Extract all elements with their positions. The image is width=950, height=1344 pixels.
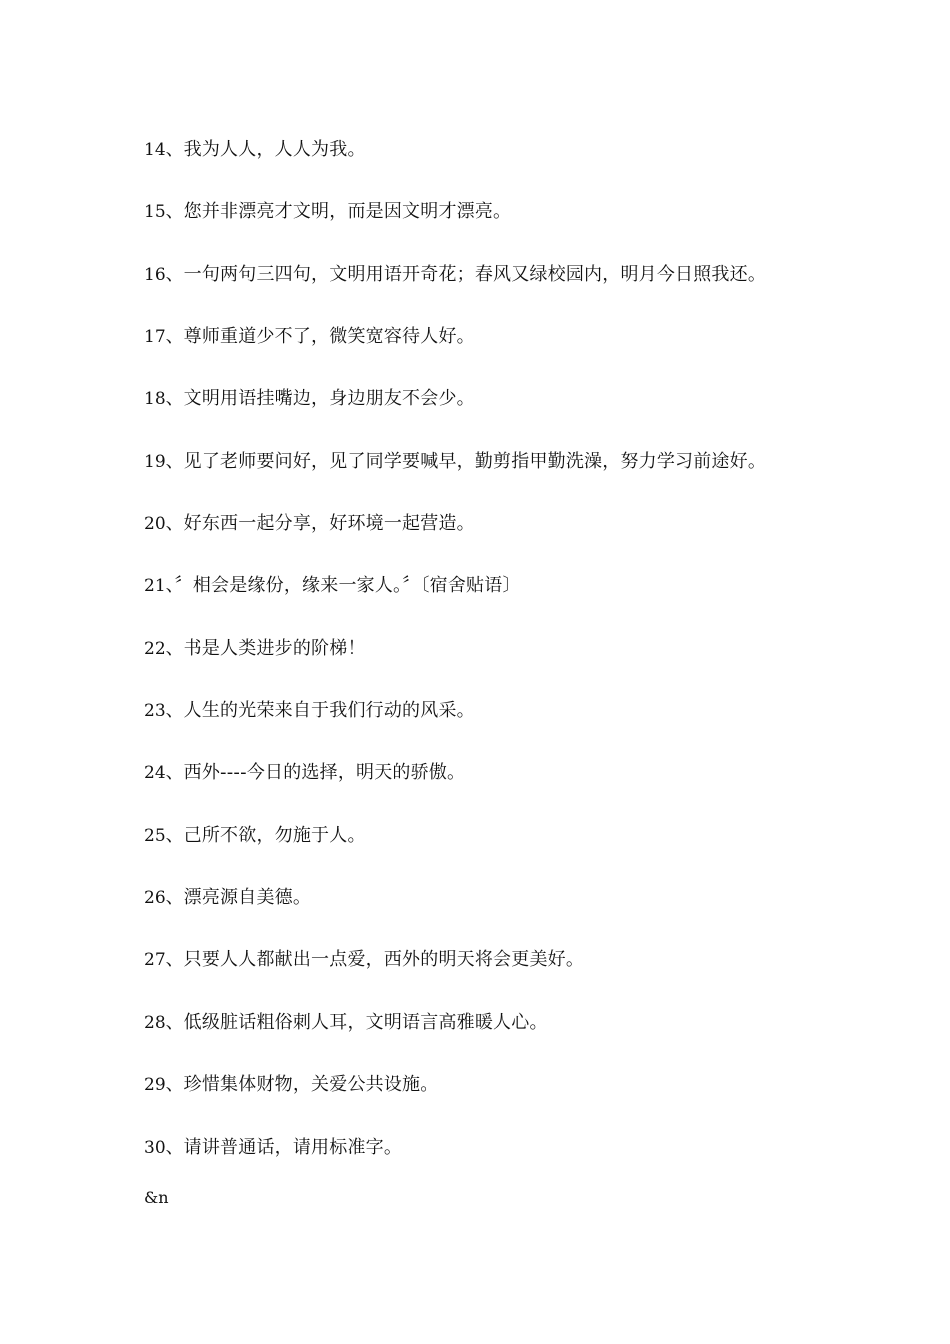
trailing-text: &n [144, 1188, 169, 1207]
item-number: 27 [144, 950, 166, 970]
item-number: 25 [144, 826, 166, 846]
item-separator: 、 [165, 201, 184, 222]
list-item [144, 759, 465, 787]
list-item [144, 635, 366, 663]
list-item [144, 822, 366, 850]
list-item [144, 323, 475, 351]
item-text: 漂亮源自美德。 [183, 887, 312, 908]
item-separator: 、 [165, 513, 184, 534]
list-item [144, 385, 475, 413]
list-item [144, 946, 584, 974]
item-text: 请讲普通话，请用标准字。 [183, 1137, 403, 1158]
item-number: 20 [144, 514, 166, 534]
list-item [144, 1071, 438, 1099]
item-number: 18 [144, 389, 166, 409]
item-text: 书是人类进步的阶梯！ [183, 638, 366, 659]
list-item [144, 884, 311, 912]
item-number: 29 [144, 1075, 166, 1095]
item-separator: 、 [165, 949, 184, 970]
item-number: 21 [144, 576, 166, 596]
list-item [144, 136, 366, 164]
item-number: 17 [144, 327, 166, 347]
item-text: 文明用语挂嘴边，身边朋友不会少。 [183, 388, 475, 409]
item-number: 15 [144, 202, 166, 222]
item-number: 24 [144, 763, 166, 783]
item-text: 己所不欲，勿施于人。 [183, 825, 366, 846]
item-separator: 、 [165, 1137, 184, 1158]
item-number: 23 [144, 701, 166, 721]
item-text: 珍惜集体财物，关爱公共设施。 [183, 1074, 439, 1095]
list-item [144, 261, 766, 289]
item-separator: 、 [165, 1012, 184, 1033]
list-item [144, 510, 475, 538]
item-number: 19 [144, 452, 166, 472]
item-separator: 、 [165, 451, 184, 472]
item-separator: 、 [165, 264, 184, 285]
item-text: 人生的光荣来自于我们行动的风采。 [183, 700, 475, 721]
list-item [144, 1134, 402, 1162]
item-separator: 、 [165, 139, 184, 160]
item-text: 低级脏话粗俗刺人耳，文明语言高雅暖人心。 [183, 1012, 548, 1033]
list-item [144, 697, 475, 725]
item-separator: 、 [165, 1074, 184, 1095]
item-text: 西外----今日的选择，明天的骄傲。 [183, 762, 466, 783]
item-text: 尊师重道少不了，微笑宽容待人好。 [183, 326, 475, 347]
item-text: 好东西一起分享，好环境一起营造。 [183, 513, 475, 534]
item-separator: 、 [165, 887, 184, 908]
item-separator: 、 [165, 762, 184, 783]
item-separator: 、 [165, 388, 184, 409]
item-number: 16 [144, 265, 166, 285]
item-number: 30 [144, 1138, 166, 1158]
item-number: 28 [144, 1013, 166, 1033]
item-text: 见了老师要问好，见了同学要喊早，勤剪指甲勤洗澡，努力学习前途好。 [183, 451, 767, 472]
list-item [144, 448, 766, 476]
item-number: 14 [144, 140, 166, 160]
item-text: 我为人人，人人为我。 [183, 139, 366, 160]
item-separator: 、 [165, 326, 184, 347]
item-number: 22 [144, 639, 166, 659]
item-text: 〞相会是缘份，缘来一家人。〞〔宿舍贴语〕 [174, 575, 521, 596]
list-item [144, 572, 521, 600]
item-separator: 、 [165, 700, 184, 721]
item-text: 一句两句三四句，文明用语开奇花；春风又绿校园内，明月今日照我还。 [183, 264, 767, 285]
item-text: 只要人人都献出一点爱，西外的明天将会更美好。 [183, 949, 585, 970]
item-text: 您并非漂亮才文明，而是因文明才漂亮。 [183, 201, 512, 222]
item-separator: 、 [165, 638, 184, 659]
item-number: 26 [144, 888, 166, 908]
item-separator: 、 [165, 825, 184, 846]
list-item [144, 198, 511, 226]
item-separator: 、 [165, 575, 175, 596]
list-item [144, 1009, 548, 1037]
